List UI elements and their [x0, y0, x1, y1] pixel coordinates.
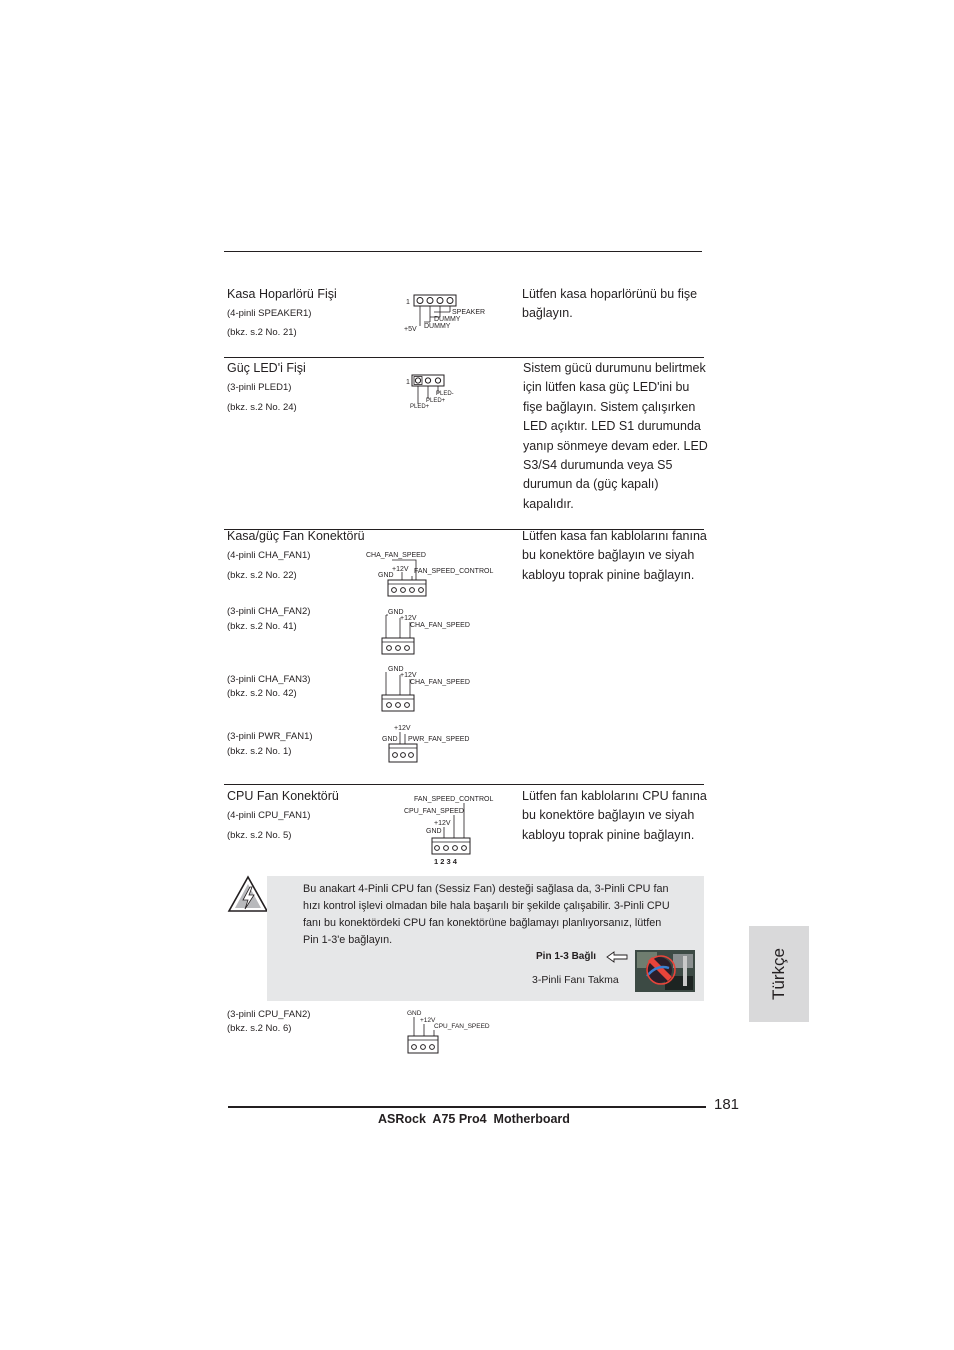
cha-fan2-label-speed: CHA_FAN_SPEED — [410, 622, 470, 629]
cha-fan3-label-gnd: GND — [388, 666, 404, 673]
cpu-fan-desc: Lütfen fan kablolarını CPU fanına bu konektöre bağlayın ve siyah kabloyu toprak pinine bağlayın. — [522, 789, 707, 842]
language-side-tab — [749, 926, 809, 1022]
cha-fan1-label-ctrl: FAN_SPEED_CONTROL — [414, 568, 494, 575]
cpu-fan-label-ctrl: FAN_SPEED_CONTROL — [414, 796, 494, 803]
pwr-fan1-label-speed: PWR_FAN_SPEED — [408, 736, 470, 743]
cha-fan1-label-12v: +12V — [392, 566, 409, 573]
speaker-title: Kasa Hoparlörü Fişi — [227, 287, 337, 301]
pled-label-plus2: PLED+ — [410, 404, 430, 410]
footer-product: ASRock A75 Pro4 Motherboard — [378, 1112, 570, 1126]
cha-fan3-label-speed: CHA_FAN_SPEED — [410, 679, 470, 686]
speaker-pins: (4-pinli SPEAKER1) — [227, 308, 312, 319]
fan-title: Kasa/güç Fan Konektörü — [227, 529, 365, 543]
cpu-fan2-label-12v: +12V — [420, 1017, 436, 1024]
section-rule-1 — [224, 357, 704, 358]
speaker-label-dummy2: DUMMY — [424, 323, 451, 330]
speaker-label-dummy1: DUMMY — [434, 316, 461, 323]
cpu-fan2-label-gnd: GND — [407, 1010, 422, 1017]
pwr-fan1-diagram — [378, 720, 478, 766]
note-text: Bu anakart 4-Pinli CPU fan (Sessiz Fan) desteği sağlasa da, 3-Pinli CPU fan hızı kontrol işlevi olmadan bile hala başarılı bir şekilde çalışabilir. 3-Pinli CPU fanı bu konektördeki CPU fan konektörüne bağlamayı planlıyorsanız, lütfen Pin 1-3'e bağlayın. — [303, 883, 670, 946]
pwr-fan1-pins: (3-pinli PWR_FAN1) — [227, 731, 313, 742]
cpu-fan2-diagram — [400, 1006, 500, 1058]
language-side-tab-label: Türkçe — [769, 948, 788, 1000]
speaker-label-speaker: SPEAKER — [452, 309, 486, 316]
cpu-fan-label-12v: +12V — [434, 820, 451, 827]
page-number: 181 — [714, 1096, 740, 1113]
speaker-pin1-label: 1 — [406, 299, 410, 306]
cha-fan2-label-gnd: GND — [388, 609, 404, 616]
speaker-desc: Lütfen kasa hoparlörünü bu fişe bağlayın. — [522, 287, 698, 321]
warning-icon — [226, 874, 270, 914]
pled-pins: (3-pinli PLED1) — [227, 382, 292, 393]
cpu-fan-ref: (bkz. s.2 No. 5) — [227, 830, 292, 841]
pled-title: Güç LED'i Fişi — [227, 361, 306, 375]
note-pin-label: Pin 1-3 Bağlı — [536, 951, 597, 962]
cha-fan2-label-12v: +12V — [400, 615, 417, 622]
cpu-fan-diagram — [396, 790, 506, 870]
cpu-fan-pins: (4-pinli CPU_FAN1) — [227, 810, 311, 821]
pwr-fan1-label-12v: +12V — [394, 725, 411, 732]
cha-fan2-diagram — [378, 604, 478, 658]
cha-fan1-ref: (bkz. s.2 No. 22) — [227, 570, 297, 581]
cpu-fan2-ref: (bkz. s.2 No. 6) — [227, 1023, 292, 1034]
fan-install-photo — [635, 950, 695, 992]
pled-header-diagram — [404, 372, 464, 412]
cha-fan3-ref: (bkz. s.2 No. 42) — [227, 688, 297, 699]
pled-label-minus: PLED- — [436, 391, 454, 397]
pled-pin1-label: 1 — [406, 379, 410, 386]
arrow-left-icon — [606, 951, 628, 963]
cha-fan3-diagram — [378, 661, 478, 715]
cha-fan1-diagram — [360, 546, 505, 602]
cha-fan2-pins: (3-pinli CHA_FAN2) — [227, 606, 311, 617]
pwr-fan1-label-gnd: GND — [382, 736, 398, 743]
cha-fan3-pins: (3-pinli CHA_FAN3) — [227, 674, 311, 685]
cpu-fan-pin-numbers: 1 2 3 4 — [434, 857, 457, 866]
footer-rule — [228, 1106, 706, 1108]
section-rule-3 — [224, 784, 704, 785]
pled-label-plus1: PLED+ — [426, 398, 446, 404]
cha-fan3-label-12v: +12V — [400, 672, 417, 679]
note-caption: 3-Pinli Fanı Takma — [532, 974, 619, 986]
speaker-label-5v: +5V — [404, 326, 417, 333]
cha-fan2-ref: (bkz. s.2 No. 41) — [227, 621, 297, 632]
fan-desc: Lütfen kasa fan kablolarını fanına bu konektöre bağlayın ve siyah kabloyu toprak pinine bağlayın. — [522, 529, 707, 582]
speaker-header-diagram — [400, 292, 490, 334]
cha-fan1-label-gnd: GND — [378, 572, 394, 579]
cha-fan1-pins: (4-pinli CHA_FAN1) — [227, 550, 311, 561]
cpu-fan2-label-speed: CPU_FAN_SPEED — [434, 1023, 490, 1030]
header-rule — [224, 251, 702, 252]
cpu-fan2-pins: (3-pinli CPU_FAN2) — [227, 1009, 311, 1020]
pled-desc: Sistem gücü durumunu belirtmek için lütfen kasa güç LED'ini bu fişe bağlayın. Sistem çalışırken LED açıktır. LED S1 durumunda yanıp sönmeye devam eder. LED S3/S4 durumunda veya S5 durumun da (güç kapalı) kapalıdır. — [523, 361, 708, 511]
pled-ref: (bkz. s.2 No. 24) — [227, 402, 297, 413]
cpu-fan-title: CPU Fan Konektörü — [227, 789, 339, 803]
speaker-ref: (bkz. s.2 No. 21) — [227, 327, 297, 338]
cpu-fan-label-gnd: GND — [426, 828, 442, 835]
pwr-fan1-ref: (bkz. s.2 No. 1) — [227, 746, 292, 757]
cpu-fan-label-speed: CPU_FAN_SPEED — [404, 808, 464, 815]
cha-fan1-label-speed: CHA_FAN_SPEED — [366, 552, 426, 559]
